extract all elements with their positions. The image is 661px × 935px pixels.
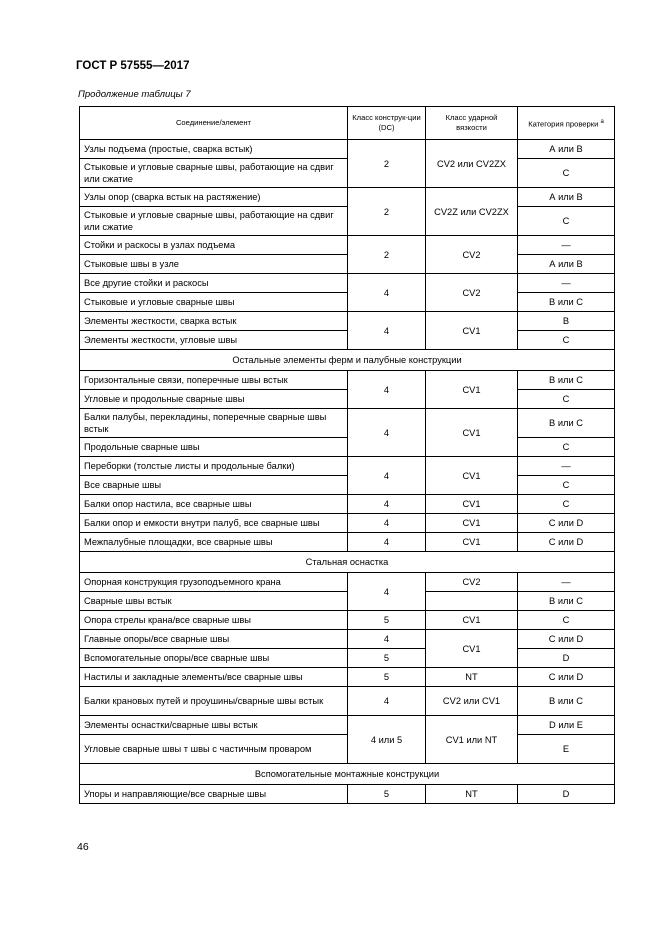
- cell-impact: NT: [426, 668, 518, 687]
- table-row: [80, 236, 615, 255]
- cell-dc: 4: [348, 687, 426, 716]
- cell-element: Угловые сварные швы т швы с частичным проваром: [80, 735, 348, 764]
- cell-dc: 4 или 5: [348, 716, 426, 764]
- cell-category: С: [518, 331, 615, 350]
- cell-element: Настилы и закладные элементы/все сварные швы: [80, 668, 348, 687]
- cell-category: —: [518, 236, 615, 255]
- table-row: [80, 668, 615, 687]
- cell-impact: CV1: [426, 533, 518, 552]
- section-row: [80, 350, 615, 371]
- cell-element: Упоры и направляющие/все сварные швы: [80, 785, 348, 804]
- section-heading: Вспомогательные монтажные конструкции: [80, 764, 615, 785]
- cell-impact: CV2: [426, 274, 518, 312]
- cell-element: Опорная конструкция грузоподъемного крана: [80, 573, 348, 592]
- page-number: 46: [77, 841, 89, 853]
- cell-element: Угловые и продольные сварные швы: [80, 390, 348, 409]
- cell-dc: 2: [348, 188, 426, 236]
- cell-element: Элементы оснастки/сварные швы встык: [80, 716, 348, 735]
- cell-element: Стыковые и угловые сварные швы: [80, 293, 348, 312]
- cell-category: А или В: [518, 140, 615, 159]
- table-row: [80, 785, 615, 804]
- table-row: [80, 140, 615, 159]
- cell-category: —: [518, 274, 615, 293]
- cell-element: Сварные швы встык: [80, 592, 348, 611]
- cell-category: —: [518, 457, 615, 476]
- cell-category: В или С: [518, 293, 615, 312]
- cell-element: Опора стрелы крана/все сварные швы: [80, 611, 348, 630]
- table-row: [80, 390, 615, 409]
- cell-element: Все сварные швы: [80, 476, 348, 495]
- table-row: [80, 514, 615, 533]
- cell-dc: 4: [348, 457, 426, 495]
- cell-element: Элементы жесткости, сварка встык: [80, 312, 348, 331]
- cell-element: Стыковые и угловые сварные швы, работающие на сдвиг или сжатие: [80, 207, 348, 236]
- table-row: [80, 293, 615, 312]
- cell-category: D или Е: [518, 716, 615, 735]
- section-row: [80, 764, 615, 785]
- standard-title: ГОСТ Р 57555—2017: [76, 60, 190, 72]
- cell-impact: CV2 или CV2ZX: [426, 140, 518, 188]
- table-row: [80, 274, 615, 293]
- section-heading: Стальная оснастка: [80, 552, 615, 573]
- cell-category: D: [518, 649, 615, 668]
- cell-category: В или С: [518, 409, 615, 438]
- table-row: [80, 457, 615, 476]
- footnote-mark: а: [600, 118, 604, 125]
- table-row: [80, 188, 615, 207]
- table-row: [80, 735, 615, 764]
- cell-category: В или С: [518, 687, 615, 716]
- header-element: Соединение/элемент: [80, 107, 348, 140]
- table-row: [80, 649, 615, 668]
- cell-element: Балки опор и емкости внутри палуб, все сварные швы: [80, 514, 348, 533]
- table-row: [80, 312, 615, 331]
- cell-impact: CV1: [426, 409, 518, 457]
- cell-category: С или D: [518, 514, 615, 533]
- cell-category: С: [518, 438, 615, 457]
- cell-impact: CV1: [426, 457, 518, 495]
- table-row: [80, 409, 615, 438]
- table-row: [80, 630, 615, 649]
- table-row: [80, 716, 615, 735]
- cell-impact: CV2: [426, 236, 518, 274]
- cell-category: С или D: [518, 533, 615, 552]
- cell-dc: 4: [348, 514, 426, 533]
- cell-dc: 4: [348, 630, 426, 649]
- table-row: [80, 533, 615, 552]
- cell-impact: CV2 или CV1: [426, 687, 518, 716]
- cell-dc: 4: [348, 312, 426, 350]
- inspection-table: [79, 106, 615, 804]
- cell-category: А или В: [518, 255, 615, 274]
- cell-category: —: [518, 573, 615, 592]
- cell-element: Продольные сварные швы: [80, 438, 348, 457]
- cell-element: Элементы жесткости, угловые швы: [80, 331, 348, 350]
- cell-dc: 5: [348, 649, 426, 668]
- cell-element: Балки крановых путей и проушины/сварные швы встык: [80, 687, 348, 716]
- cell-dc: 4: [348, 533, 426, 552]
- cell-element: Стыковые и угловые сварные швы, работающие на сдвиг или сжатие: [80, 159, 348, 188]
- cell-category: С: [518, 390, 615, 409]
- table-row: [80, 207, 615, 236]
- table-continuation-caption: Продолжение таблицы 7: [78, 89, 191, 100]
- cell-impact: CV1: [426, 630, 518, 668]
- cell-dc: 2: [348, 140, 426, 188]
- cell-category: С: [518, 495, 615, 514]
- header-impact: Класс ударной вязкости: [426, 107, 518, 140]
- cell-impact: CV1: [426, 312, 518, 350]
- cell-category: А или В: [518, 188, 615, 207]
- table-row: [80, 573, 615, 592]
- table-row: [80, 687, 615, 716]
- cell-impact: CV2Z или CV2ZX: [426, 188, 518, 236]
- table-row: [80, 371, 615, 390]
- cell-impact: CV2: [426, 573, 518, 592]
- cell-dc: 5: [348, 611, 426, 630]
- cell-category: С: [518, 159, 615, 188]
- cell-element: Стыковые швы в узле: [80, 255, 348, 274]
- section-row: [80, 552, 615, 573]
- table-row: [80, 592, 615, 611]
- header-dc: Класс конструк-ции (DC): [348, 107, 426, 140]
- table-row: [80, 159, 615, 188]
- cell-element: Переборки (толстые листы и продольные балки): [80, 457, 348, 476]
- cell-element: Вспомогательные опоры/все сварные швы: [80, 649, 348, 668]
- cell-category: С: [518, 476, 615, 495]
- table-row: [80, 476, 615, 495]
- cell-element: Узлы подъема (простые, сварка встык): [80, 140, 348, 159]
- cell-impact: CV1: [426, 514, 518, 533]
- cell-element: Межпалубные площадки, все сварные швы: [80, 533, 348, 552]
- cell-dc: 4: [348, 371, 426, 409]
- cell-element: Главные опоры/все сварные швы: [80, 630, 348, 649]
- header-category: Категория проверки $^а$: [518, 107, 615, 140]
- cell-impact: CV1: [426, 371, 518, 409]
- cell-element: Балки опор настила, все сварные швы: [80, 495, 348, 514]
- cell-category: В или С: [518, 592, 615, 611]
- cell-category: С или D: [518, 630, 615, 649]
- cell-impact-empty: [426, 592, 518, 611]
- cell-dc: 4: [348, 274, 426, 312]
- cell-element: Балки палубы, перекладины, поперечные сварные швы встык: [80, 409, 348, 438]
- cell-dc: 5: [348, 785, 426, 804]
- cell-dc: 4: [348, 495, 426, 514]
- cell-element: Узлы опор (сварка встык на растяжение): [80, 188, 348, 207]
- cell-element: Горизонтальные связи, поперечные швы встык: [80, 371, 348, 390]
- cell-element: Стойки и раскосы в узлах подъема: [80, 236, 348, 255]
- cell-dc: 5: [348, 668, 426, 687]
- cell-category: С: [518, 207, 615, 236]
- cell-category: Е: [518, 735, 615, 764]
- table-row: [80, 611, 615, 630]
- cell-impact: CV1 или NT: [426, 716, 518, 764]
- cell-impact: NT: [426, 785, 518, 804]
- cell-element: Все другие стойки и раскосы: [80, 274, 348, 293]
- section-heading: Остальные элементы ферм и палубные конструкции: [80, 350, 615, 371]
- cell-dc: 2: [348, 236, 426, 274]
- table-row: [80, 255, 615, 274]
- cell-category: С: [518, 611, 615, 630]
- table-row: [80, 331, 615, 350]
- cell-impact: CV1: [426, 495, 518, 514]
- cell-dc: 4: [348, 573, 426, 611]
- cell-category: В или С: [518, 371, 615, 390]
- cell-category: D: [518, 785, 615, 804]
- cell-impact: CV1: [426, 611, 518, 630]
- cell-dc: 4: [348, 409, 426, 457]
- table-row: [80, 438, 615, 457]
- cell-category: С или D: [518, 668, 615, 687]
- cell-category: В: [518, 312, 615, 331]
- table-row: [80, 495, 615, 514]
